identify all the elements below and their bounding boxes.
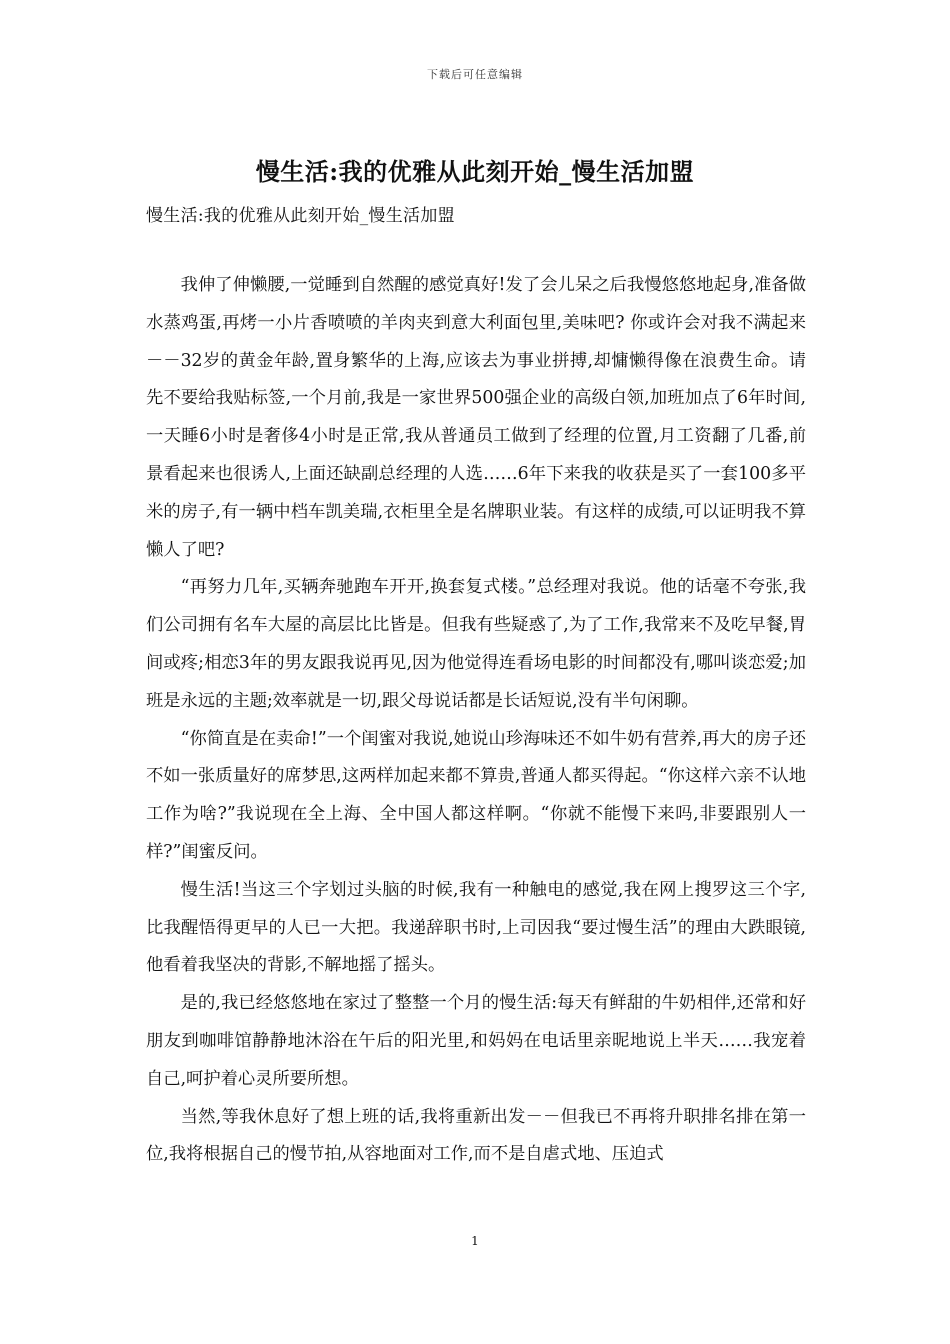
page-number: 1 <box>471 1234 479 1248</box>
paragraph: 是的,我已经悠悠地在家过了整整一个月的慢生活:每天有鲜甜的牛奶相伴,还常和好朋友到咖啡馆静静地沐浴在午后的阳光里,和妈妈在电话里亲昵地说上半天……我宠着自己,呵护着心灵所要所想。 <box>146 993 806 1089</box>
paragraph: 当然,等我休息好了想上班的话,我将重新出发－－但我已不再将升职排名排在第一位,我将根据自己的慢节拍,从容地面对工作,而不是自虐式地、压迫式 <box>146 1106 806 1165</box>
document-title: 慢生活:我的优雅从此刻开始_慢生活加盟 <box>255 157 695 186</box>
document-subtitle: 慢生活:我的优雅从此刻开始_慢生活加盟 <box>146 206 455 226</box>
paragraph: 我伸了伸懒腰,一觉睡到自然醒的感觉真好!发了会儿呆之后我慢悠悠地起身,准备做水蒸鸡蛋,再烤一小片香喷喷的羊肉夹到意大利面包里,美味吧? 你或许会对我不满起来－－32岁的黄金年龄,置身繁华的上海,应该去为事业拼搏,却慵懒得像在浪费生命。请先不要给我贴标签,一个月前,我是一家世界500强企业的高级白领,加班加点了6年时间,一天睡6小时是奢侈4小时是正常,我从普通员工做到了经理的位置,月工资翻了几番,前景看起来也很诱人,上面还缺副总经理的人选……6年下来我的收获是买了一套100多平米的房子,有一辆中档车凯美瑞,衣柜里全是名牌职业装。有这样的成绩,可以证明我不算懒人了吧? <box>146 275 806 560</box>
document-body <box>146 267 806 1174</box>
paragraph: “你简直是在卖命!”一个闺蜜对我说,她说山珍海味还不如牛奶有营养,再大的房子还不如一张质量好的席梦思,这两样加起来都不算贵,普通人都买得起。“你这样六亲不认地工作为啥?”我说现在全上海、全中国人都这样啊。“你就不能慢下来吗,非要跟别人一样?”闺蜜反问。 <box>146 728 806 862</box>
paragraph: 慢生活!当这三个字划过头脑的时候,我有一种触电的感觉,我在网上搜罗这三个字,比我醒悟得更早的人已一大把。我递辞职书时,上司因我“要过慢生活”的理由大跌眼镜,他看着我坚决的背影,不解地摇了摇头。 <box>146 879 806 976</box>
paragraph: “再努力几年,买辆奔驰跑车开开,换套复式楼。”总经理对我说。他的话毫不夸张,我们公司拥有名车大屋的高层比比皆是。但我有些疑惑了,为了工作,我常来不及吃早餐,胃间或疼;相恋3年的男友跟我说再见,因为他觉得连看场电影的时间都没有,哪叫谈恋爱;加班是永远的主题;效率就是一切,跟父母说话都是长话短说,没有半句闲聊。 <box>146 577 806 711</box>
header-note: 下载后可任意编辑 <box>427 68 523 81</box>
